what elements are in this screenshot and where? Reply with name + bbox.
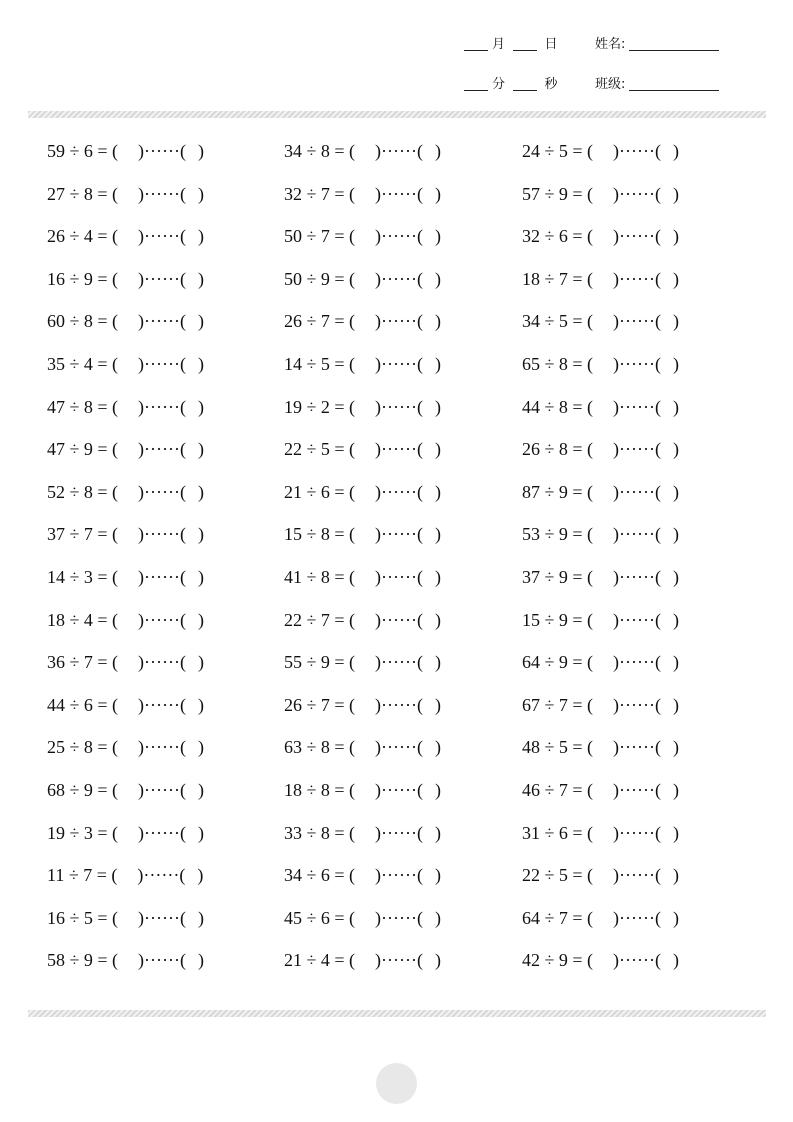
division-problem	[522, 865, 679, 886]
remainder-separator: )······(	[138, 481, 186, 502]
remainder-separator: )······(	[375, 439, 423, 460]
division-problem	[522, 610, 679, 631]
closing-paren: )	[672, 311, 679, 332]
division-problem	[522, 737, 679, 758]
problem-equation: 26 ÷ 7 = (	[284, 694, 356, 715]
month-label: 月	[492, 37, 506, 52]
problem-equation: 65 ÷ 8 = (	[522, 354, 594, 374]
closing-paren: )	[197, 141, 204, 161]
problem-equation: 87 ÷ 9 = (	[522, 481, 594, 502]
problem-equation: 67 ÷ 7 = (	[522, 694, 594, 715]
problem-equation: 25 ÷ 8 = (	[47, 737, 119, 758]
division-problem	[47, 354, 204, 375]
problem-equation: 22 ÷ 5 = (	[284, 439, 356, 460]
remainder-separator: )······(	[613, 950, 661, 971]
problem-equation: 64 ÷ 7 = (	[522, 907, 594, 928]
division-problem	[47, 950, 204, 971]
closing-paren: )	[197, 822, 204, 843]
remainder-separator: )······(	[138, 311, 186, 332]
remainder-separator: )······(	[613, 609, 661, 630]
date-name-row	[464, 33, 719, 53]
remainder-separator: )······(	[138, 907, 186, 928]
remainder-separator: )······(	[375, 141, 423, 161]
division-problem	[47, 141, 204, 162]
closing-paren: )	[672, 950, 679, 971]
closing-paren: )	[672, 183, 679, 204]
closing-paren: )	[434, 694, 441, 715]
problem-equation: 63 ÷ 8 = (	[284, 737, 356, 758]
problem-equation: 26 ÷ 8 = (	[522, 439, 594, 460]
division-problem	[284, 908, 441, 929]
division-problem	[284, 226, 441, 247]
closing-paren: )	[197, 524, 204, 545]
remainder-separator: )······(	[375, 865, 423, 886]
division-problem	[522, 439, 679, 460]
problem-equation: 55 ÷ 9 = (	[284, 652, 356, 673]
problem-equation: 42 ÷ 9 = (	[522, 950, 594, 971]
division-problem	[284, 354, 441, 375]
problem-equation: 50 ÷ 9 = (	[284, 268, 356, 289]
division-problem	[522, 950, 679, 971]
problem-row	[0, 184, 793, 226]
problem-equation: 37 ÷ 9 = (	[522, 567, 594, 587]
remainder-separator: )······(	[613, 311, 661, 332]
problem-equation: 18 ÷ 4 = (	[47, 609, 119, 630]
division-problem	[47, 780, 204, 801]
problem-equation: 47 ÷ 8 = (	[47, 396, 119, 417]
problem-equation: 45 ÷ 6 = (	[284, 907, 356, 928]
remainder-separator: )······(	[375, 183, 423, 204]
closing-paren: )	[197, 652, 204, 673]
problem-equation: 11 ÷ 7 = (	[47, 865, 118, 886]
problem-equation: 34 ÷ 8 = (	[284, 141, 356, 161]
problem-row	[0, 695, 793, 737]
name-blank[interactable]	[629, 50, 719, 51]
division-problem	[522, 311, 679, 332]
remainder-separator: )······(	[138, 609, 186, 630]
second-blank[interactable]	[513, 90, 537, 91]
problem-equation: 44 ÷ 6 = (	[47, 694, 119, 715]
remainder-separator: )······(	[375, 311, 423, 332]
closing-paren: )	[434, 737, 441, 758]
remainder-separator: )······(	[138, 950, 186, 971]
closing-paren: )	[197, 907, 204, 928]
remainder-separator: )······(	[613, 907, 661, 928]
closing-paren: )	[434, 226, 441, 247]
day-label: 日	[544, 37, 558, 52]
remainder-separator: )······(	[375, 694, 423, 715]
closing-paren: )	[672, 481, 679, 502]
division-problem	[522, 269, 679, 290]
problem-equation: 22 ÷ 7 = (	[284, 609, 356, 630]
problem-equation: 19 ÷ 3 = (	[47, 822, 119, 843]
remainder-separator: )······(	[138, 439, 186, 460]
problem-equation: 34 ÷ 5 = (	[522, 311, 594, 332]
problem-equation: 41 ÷ 8 = (	[284, 567, 356, 587]
remainder-separator: )······(	[138, 822, 186, 843]
closing-paren: )	[434, 141, 441, 161]
division-problem	[284, 269, 441, 290]
problem-equation: 32 ÷ 6 = (	[522, 226, 594, 247]
remainder-separator: )······(	[138, 652, 186, 673]
division-problem	[284, 311, 441, 332]
closing-paren: )	[672, 396, 679, 417]
division-problem	[522, 184, 679, 205]
remainder-separator: )······(	[138, 524, 186, 545]
division-problem	[284, 141, 441, 162]
closing-paren: )	[434, 439, 441, 460]
remainder-separator: )······(	[138, 268, 186, 289]
page-number-circle	[376, 1063, 417, 1104]
problem-equation: 50 ÷ 7 = (	[284, 226, 356, 247]
problem-row	[0, 610, 793, 652]
remainder-separator: )······(	[613, 226, 661, 247]
problem-row	[0, 865, 793, 907]
division-problem	[47, 482, 204, 503]
problem-equation: 31 ÷ 6 = (	[522, 822, 594, 843]
division-problem	[47, 226, 204, 247]
problem-equation: 53 ÷ 9 = (	[522, 524, 594, 545]
problem-equation: 36 ÷ 7 = (	[47, 652, 119, 673]
day-blank[interactable]	[513, 50, 537, 51]
remainder-separator: )······(	[375, 567, 423, 587]
class-label: 班级:	[595, 77, 626, 92]
problem-equation: 26 ÷ 7 = (	[284, 311, 356, 332]
closing-paren: )	[434, 822, 441, 843]
remainder-separator: )······(	[138, 354, 186, 374]
problem-row	[0, 950, 793, 992]
problem-equation: 64 ÷ 9 = (	[522, 652, 594, 673]
bottom-divider	[28, 1010, 766, 1017]
problem-equation: 27 ÷ 8 = (	[47, 183, 119, 204]
problem-equation: 44 ÷ 8 = (	[522, 396, 594, 417]
closing-paren: )	[434, 481, 441, 502]
closing-paren: )	[672, 439, 679, 460]
closing-paren: )	[197, 780, 204, 800]
problem-equation: 47 ÷ 9 = (	[47, 439, 119, 460]
remainder-separator: )······(	[613, 694, 661, 715]
problem-equation: 37 ÷ 7 = (	[47, 524, 119, 545]
closing-paren: )	[434, 183, 441, 204]
remainder-separator: )······(	[375, 396, 423, 417]
problem-equation: 59 ÷ 6 = (	[47, 141, 119, 161]
closing-paren: )	[197, 865, 204, 886]
remainder-separator: )······(	[375, 737, 423, 758]
closing-paren: )	[197, 226, 204, 247]
remainder-separator: )······(	[613, 481, 661, 502]
division-problem	[47, 823, 204, 844]
division-problem	[284, 865, 441, 886]
division-problem	[522, 354, 679, 375]
division-problem	[47, 695, 204, 716]
problem-equation: 21 ÷ 6 = (	[284, 481, 356, 502]
class-blank[interactable]	[629, 90, 719, 91]
problem-row	[0, 141, 793, 183]
problem-row	[0, 439, 793, 481]
closing-paren: )	[434, 524, 441, 545]
remainder-separator: )······(	[613, 141, 661, 161]
problem-equation: 21 ÷ 4 = (	[284, 950, 356, 971]
remainder-separator: )······(	[375, 609, 423, 630]
closing-paren: )	[672, 652, 679, 673]
problem-row	[0, 354, 793, 396]
remainder-separator: )······(	[375, 268, 423, 289]
problem-row	[0, 908, 793, 950]
problem-row	[0, 737, 793, 779]
remainder-separator: )······(	[138, 226, 186, 247]
problem-row	[0, 652, 793, 694]
month-blank[interactable]	[464, 50, 488, 51]
problem-row	[0, 397, 793, 439]
closing-paren: )	[672, 694, 679, 715]
minute-label: 分	[492, 77, 506, 92]
remainder-separator: )······(	[138, 567, 186, 587]
problem-equation: 15 ÷ 8 = (	[284, 524, 356, 545]
problem-row	[0, 780, 793, 822]
problem-row	[0, 524, 793, 566]
second-label: 秒	[544, 77, 558, 92]
division-problem	[284, 567, 441, 588]
problem-equation: 16 ÷ 9 = (	[47, 268, 119, 289]
remainder-separator: )······(	[138, 780, 186, 800]
division-problem	[284, 652, 441, 673]
closing-paren: )	[197, 183, 204, 204]
closing-paren: )	[197, 481, 204, 502]
division-problem	[522, 567, 679, 588]
remainder-separator: )······(	[613, 524, 661, 545]
division-problem	[522, 397, 679, 418]
remainder-separator: )······(	[613, 183, 661, 204]
problem-row	[0, 567, 793, 609]
worksheet-header	[0, 0, 793, 110]
division-problem	[522, 524, 679, 545]
closing-paren: )	[672, 780, 679, 800]
time-class-row	[464, 73, 719, 93]
problem-equation: 46 ÷ 7 = (	[522, 780, 594, 800]
name-label: 姓名:	[595, 37, 626, 52]
division-problem	[47, 737, 204, 758]
closing-paren: )	[197, 354, 204, 374]
division-problem	[284, 737, 441, 758]
division-problem	[47, 184, 204, 205]
division-problem	[284, 950, 441, 971]
closing-paren: )	[434, 907, 441, 928]
closing-paren: )	[672, 524, 679, 545]
top-divider	[28, 111, 766, 118]
remainder-separator: )······(	[613, 652, 661, 673]
closing-paren: )	[434, 354, 441, 374]
closing-paren: )	[672, 737, 679, 758]
division-problem	[47, 269, 204, 290]
closing-paren: )	[672, 865, 679, 886]
problem-equation: 48 ÷ 5 = (	[522, 737, 594, 758]
problem-equation: 18 ÷ 7 = (	[522, 268, 594, 289]
division-problem	[47, 439, 204, 460]
remainder-separator: )······(	[613, 439, 661, 460]
problem-equation: 60 ÷ 8 = (	[47, 311, 119, 332]
problem-equation: 57 ÷ 9 = (	[522, 183, 594, 204]
closing-paren: )	[197, 737, 204, 758]
problem-equation: 35 ÷ 4 = (	[47, 354, 119, 374]
remainder-separator: )······(	[138, 396, 186, 417]
remainder-separator: )······(	[613, 780, 661, 800]
division-problem	[522, 695, 679, 716]
division-problem	[522, 141, 679, 162]
closing-paren: )	[197, 694, 204, 715]
remainder-separator: )······(	[137, 865, 186, 886]
problem-equation: 16 ÷ 5 = (	[47, 907, 119, 928]
remainder-separator: )······(	[375, 354, 423, 374]
problem-row	[0, 269, 793, 311]
remainder-separator: )······(	[375, 226, 423, 247]
division-problem	[284, 823, 441, 844]
remainder-separator: )······(	[375, 524, 423, 545]
division-problem	[522, 908, 679, 929]
remainder-separator: )······(	[375, 780, 423, 800]
problem-equation: 24 ÷ 5 = (	[522, 141, 594, 161]
division-problem	[47, 865, 203, 886]
division-problem	[522, 226, 679, 247]
division-problem	[284, 695, 441, 716]
division-problem	[522, 482, 679, 503]
closing-paren: )	[434, 780, 441, 800]
closing-paren: )	[434, 865, 441, 886]
division-problem	[522, 780, 679, 801]
closing-paren: )	[434, 311, 441, 332]
closing-paren: )	[434, 950, 441, 971]
closing-paren: )	[197, 396, 204, 417]
division-problem	[284, 482, 441, 503]
division-problem	[522, 823, 679, 844]
problem-equation: 18 ÷ 8 = (	[284, 780, 356, 800]
division-problem	[284, 610, 441, 631]
closing-paren: )	[434, 268, 441, 289]
problem-equation: 58 ÷ 9 = (	[47, 950, 119, 971]
division-problem	[47, 311, 204, 332]
closing-paren: )	[672, 907, 679, 928]
closing-paren: )	[434, 396, 441, 417]
closing-paren: )	[434, 567, 441, 587]
problem-equation: 34 ÷ 6 = (	[284, 865, 356, 886]
closing-paren: )	[672, 354, 679, 374]
remainder-separator: )······(	[613, 268, 661, 289]
closing-paren: )	[197, 311, 204, 332]
remainder-separator: )······(	[613, 737, 661, 758]
remainder-separator: )······(	[375, 950, 423, 971]
division-problem	[284, 524, 441, 545]
division-problem	[47, 524, 204, 545]
division-problem	[284, 780, 441, 801]
remainder-separator: )······(	[613, 822, 661, 843]
remainder-separator: )······(	[613, 567, 661, 587]
remainder-separator: )······(	[375, 481, 423, 502]
closing-paren: )	[672, 822, 679, 843]
division-problem	[47, 397, 204, 418]
problem-row	[0, 311, 793, 353]
division-problem	[284, 184, 441, 205]
remainder-separator: )······(	[375, 822, 423, 843]
problem-equation: 14 ÷ 3 = (	[47, 567, 119, 587]
closing-paren: )	[672, 226, 679, 247]
division-problem	[47, 652, 204, 673]
remainder-separator: )······(	[138, 737, 186, 758]
closing-paren: )	[434, 609, 441, 630]
problem-row	[0, 823, 793, 865]
problem-equation: 32 ÷ 7 = (	[284, 183, 356, 204]
closing-paren: )	[672, 268, 679, 289]
remainder-separator: )······(	[613, 396, 661, 417]
remainder-separator: )······(	[375, 652, 423, 673]
closing-paren: )	[197, 567, 204, 587]
remainder-separator: )······(	[138, 694, 186, 715]
division-problem	[47, 567, 204, 588]
problem-equation: 33 ÷ 8 = (	[284, 822, 356, 843]
division-problem	[284, 397, 441, 418]
remainder-separator: )······(	[613, 354, 661, 374]
remainder-separator: )······(	[138, 183, 186, 204]
problem-equation: 14 ÷ 5 = (	[284, 354, 356, 374]
problem-equation: 26 ÷ 4 = (	[47, 226, 119, 247]
closing-paren: )	[197, 609, 204, 630]
problem-equation: 22 ÷ 5 = (	[522, 865, 594, 886]
division-problem	[284, 439, 441, 460]
minute-blank[interactable]	[464, 90, 488, 91]
division-problem	[522, 652, 679, 673]
closing-paren: )	[197, 268, 204, 289]
remainder-separator: )······(	[138, 141, 186, 161]
closing-paren: )	[434, 652, 441, 673]
remainder-separator: )······(	[375, 907, 423, 928]
closing-paren: )	[197, 950, 204, 971]
problem-equation: 68 ÷ 9 = (	[47, 780, 119, 800]
problem-equation: 15 ÷ 9 = (	[522, 609, 594, 630]
division-problem	[47, 908, 204, 929]
closing-paren: )	[672, 567, 679, 587]
closing-paren: )	[672, 141, 679, 161]
closing-paren: )	[197, 439, 204, 460]
division-problem	[47, 610, 204, 631]
problem-equation: 52 ÷ 8 = (	[47, 481, 119, 502]
problem-equation: 19 ÷ 2 = (	[284, 396, 356, 417]
problem-row	[0, 226, 793, 268]
problem-row	[0, 482, 793, 524]
closing-paren: )	[672, 609, 679, 630]
remainder-separator: )······(	[613, 865, 661, 886]
